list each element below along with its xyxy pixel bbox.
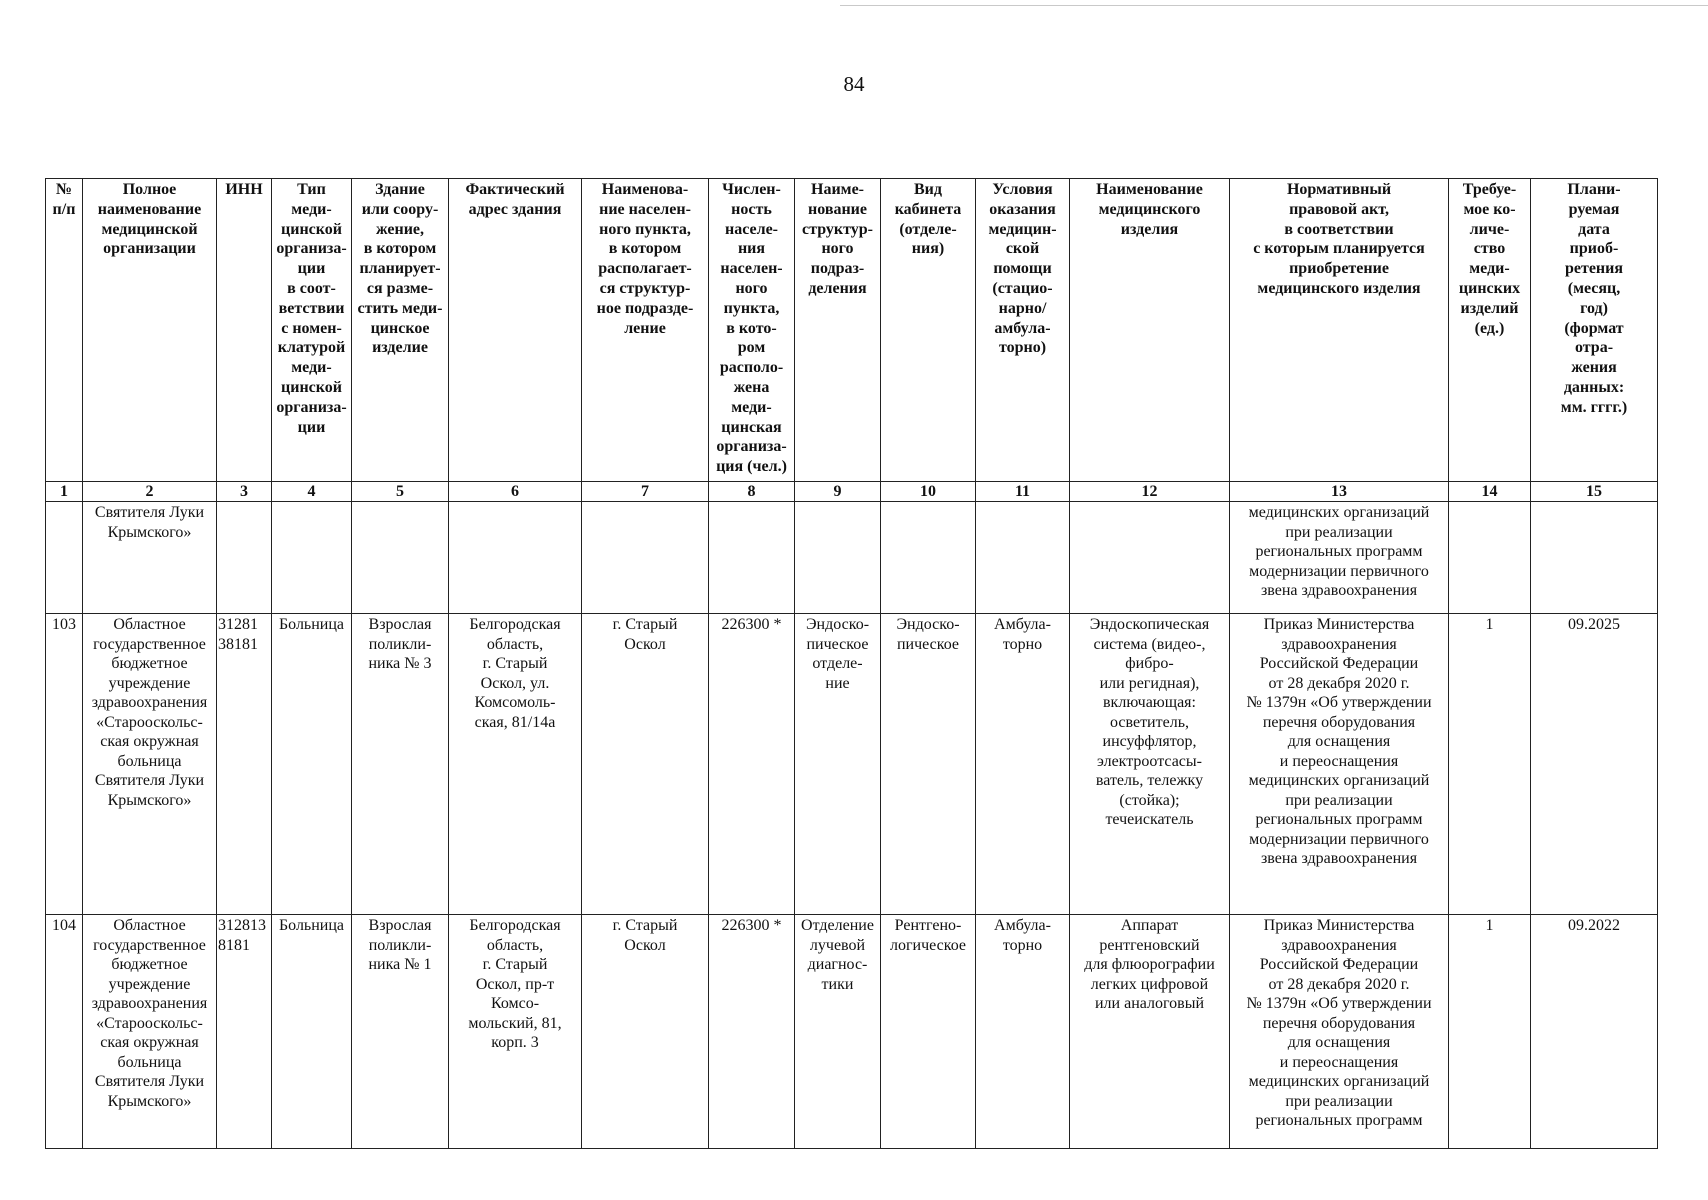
cell-legal-act: Приказ Министерства здравоохранения Российской Федерации от 28 декабря 2020 г. № 1379н «Об утверждении перечня оборудования для оснащения и переоснащения медицинских организаций при реализации региональных программ [1230, 915, 1449, 1149]
table-row [46, 614, 1658, 915]
scan-edge-line [840, 5, 1708, 6]
cell-locality: г. Старый Оскол [582, 915, 709, 1149]
cell-device: Эндоскопическая система (видео-, фибро- или регидная), включающая: осветитель, инсуффлятор, электроотсасы- ватель, тележку (стойка); течеискатель [1070, 614, 1230, 915]
cell-population: 226300 * [709, 614, 795, 915]
col-header-quantity: Требуе- мое ко- личе- ство меди- цинских изделий (ед.) [1449, 179, 1531, 482]
cell-locality: г. Старый Оскол [582, 614, 709, 915]
col-header-org-type: Тип меди- цинской организа- ции в соот- ветствии с номен- клатурой меди- цинской организа- ции [272, 179, 352, 482]
col-header-org-name: Полное наименование медицинской организации [83, 179, 217, 482]
col-header-population: Числен- ность населе- ния населен- ного пункта, в кото- ром располо- жена меди- цинская организа- ция (чел.) [709, 179, 795, 482]
col-header-cabinet: Вид кабинета (отделе- ния) [881, 179, 976, 482]
cell-cabinet: Эндоско- пическое [881, 614, 976, 915]
cell-date [1531, 502, 1658, 614]
column-number: 15 [1531, 482, 1658, 502]
column-number: 5 [352, 482, 449, 502]
cell-population [709, 502, 795, 614]
cell-population: 226300 * [709, 915, 795, 1149]
column-number: 10 [881, 482, 976, 502]
col-header-inn: ИНН [217, 179, 272, 482]
cell-date: 09.2022 [1531, 915, 1658, 1149]
cell-locality [582, 502, 709, 614]
cell-quantity: 1 [1449, 915, 1531, 1149]
cell-org-type: Больница [272, 614, 352, 915]
cell-device: Аппарат рентгеновский для флюорографии легких цифровой или аналоговый [1070, 915, 1230, 1149]
cell-org-type: Больница [272, 915, 352, 1149]
column-number: 6 [449, 482, 582, 502]
cell-inn [217, 502, 272, 614]
cell-legal-act: Приказ Министерства здравоохранения Российской Федерации от 28 декабря 2020 г. № 1379н «Об утверждении перечня оборудования для оснащения и переоснащения медицинских организаций при реализации региональных программ модернизации первичного звена здравоохранения [1230, 614, 1449, 915]
column-number: 4 [272, 482, 352, 502]
column-number: 9 [795, 482, 881, 502]
cell-department: Эндоско- пическое отделе- ние [795, 614, 881, 915]
column-number: 14 [1449, 482, 1531, 502]
column-number: 8 [709, 482, 795, 502]
cell-building [352, 502, 449, 614]
cell-org-name: Областное государственное бюджетное учреждение здравоохранения «Старооскольс- ская окружная больница Святителя Луки Крымского» [83, 915, 217, 1149]
cell-legal-act: медицинских организаций при реализации региональных программ модернизации первичного звена здравоохранения [1230, 502, 1449, 614]
cell-number: 103 [46, 614, 83, 915]
col-header-number: № п/п [46, 179, 83, 482]
col-header-device: Наименование медицинского изделия [1070, 179, 1230, 482]
cell-department: Отделение лучевой диагнос- тики [795, 915, 881, 1149]
column-number: 3 [217, 482, 272, 502]
cell-org-type [272, 502, 352, 614]
cell-date: 09.2025 [1531, 614, 1658, 915]
cell-quantity: 1 [1449, 614, 1531, 915]
col-header-legal-act: Нормативный правовой акт, в соответствии с которым планируется приобретение медицинского изделия [1230, 179, 1449, 482]
col-header-address: Фактический адрес здания [449, 179, 582, 482]
column-number: 11 [976, 482, 1070, 502]
cell-address: Белгородская область, г. Старый Оскол, ул. Комсомоль- ская, 81/14а [449, 614, 582, 915]
page-number: 84 [843, 72, 865, 96]
column-number: 1 [46, 482, 83, 502]
cell-org-name: Святителя Луки Крымского» [83, 502, 217, 614]
cell-address [449, 502, 582, 614]
column-number: 13 [1230, 482, 1449, 502]
column-number: 2 [83, 482, 217, 502]
cell-conditions: Амбула- торно [976, 614, 1070, 915]
cell-conditions [976, 502, 1070, 614]
cell-inn: 312813 8181 [217, 915, 272, 1149]
cell-cabinet [881, 502, 976, 614]
header-row [46, 179, 1658, 482]
column-number: 7 [582, 482, 709, 502]
col-header-department: Наиме- нование структур- ного подраз- деления [795, 179, 881, 482]
cell-address: Белгородская область, г. Старый Оскол, пр-т Комсо- мольский, 81, корп. 3 [449, 915, 582, 1149]
cell-device [1070, 502, 1230, 614]
cell-number [46, 502, 83, 614]
cell-conditions: Амбула- торно [976, 915, 1070, 1149]
cell-building: Взрослая поликли- ника № 3 [352, 614, 449, 915]
table-row [46, 915, 1658, 1149]
cell-quantity [1449, 502, 1531, 614]
cell-department [795, 502, 881, 614]
cell-inn: 31281 38181 [217, 614, 272, 915]
equipment-table [45, 178, 1658, 1149]
col-header-conditions: Условия оказания медицин- ской помощи (стацио- нарно/ амбула- торно) [976, 179, 1070, 482]
column-number: 12 [1070, 482, 1230, 502]
col-header-locality: Наименова- ние населен- ного пункта, в котором располагает- ся структур- ное подразде- ление [582, 179, 709, 482]
cell-cabinet: Рентгено- логическое [881, 915, 976, 1149]
col-header-building: Здание или соору- жение, в котором планирует- ся разме- стить меди- цинское изделие [352, 179, 449, 482]
cell-org-name: Областное государственное бюджетное учреждение здравоохранения «Старооскольс- ская окружная больница Святителя Луки Крымского» [83, 614, 217, 915]
cell-number: 104 [46, 915, 83, 1149]
column-number-row [46, 482, 1658, 502]
cell-building: Взрослая поликли- ника № 1 [352, 915, 449, 1149]
table-row-continuation [46, 502, 1658, 614]
col-header-date: Плани- руемая дата приоб- ретения (месяц, год) (формат отра- жения данных: мм. гггг.) [1531, 179, 1658, 482]
